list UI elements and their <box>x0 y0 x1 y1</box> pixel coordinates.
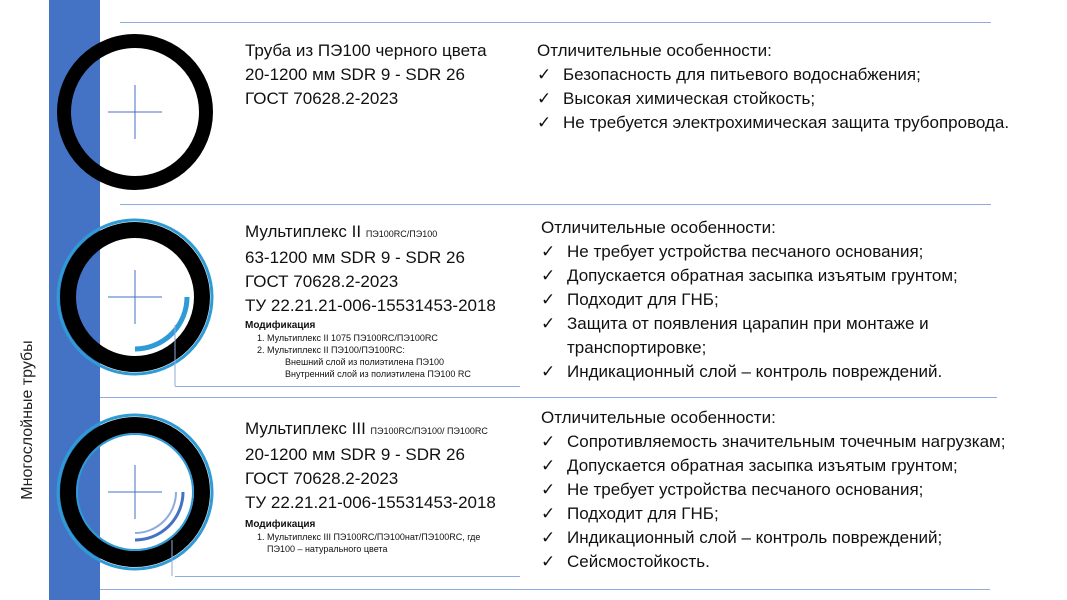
features-heading: Отличительные особенности: <box>541 408 776 427</box>
features-heading: Отличительные особенности: <box>541 218 776 237</box>
modification-sub-outer: Внешний слой из полиэтилена ПЭ100 <box>285 357 444 367</box>
section-multiplex-ii-features <box>541 216 958 384</box>
section-multiplex-iii-specs <box>245 417 496 555</box>
check-icon: ✓ <box>541 528 556 547</box>
section-title: Мультиплекс III ПЭ100RC/ПЭ100/ ПЭ100RC <box>245 419 488 438</box>
feature-item: ✓ Сопротивляемость значительным точечным нагрузкам; <box>541 430 1005 454</box>
feature-item-continuation: транспортировке; <box>567 338 707 357</box>
feature-item: ✓ Безопасность для питьевого водоснабжения; <box>537 63 1009 87</box>
check-icon: ✓ <box>541 480 556 499</box>
gost-standard: ГОСТ 70628.2-2023 <box>245 89 399 108</box>
feature-item: ✓ Не требует устройства песчаного основания; <box>541 478 1005 502</box>
check-icon: ✓ <box>541 362 556 381</box>
feature-item: ✓ Не требуется электрохимическая защита трубопровода. <box>537 111 1009 135</box>
feature-item: ✓ Подходит для ГНБ; <box>541 288 958 312</box>
modification-item: 1. Мультиплекс II 1075 ПЭ100RC/ПЭ100RC <box>267 332 496 344</box>
check-icon: ✓ <box>541 314 556 333</box>
check-icon: ✓ <box>537 65 552 84</box>
feature-item: ✓ Сейсмостойкость. <box>541 550 1005 574</box>
check-icon: ✓ <box>541 504 556 523</box>
gost-standard: ГОСТ 70628.2-2023 <box>245 272 399 291</box>
pipe-multiplex-ii-icon <box>58 220 212 386</box>
check-icon: ✓ <box>537 113 552 132</box>
pipe-multiplex-iii-icon <box>58 415 212 576</box>
section-pe100-specs <box>245 39 487 111</box>
features-heading: Отличительные особенности: <box>537 41 772 60</box>
size-range: 20-1200 мм SDR 9 - SDR 26 <box>245 65 465 84</box>
modification-item: 2. Мультиплекс II ПЭ100/ПЭ100RC: <box>267 344 496 356</box>
feature-item: ✓ Допускается обратная засыпка изъятым грунтом; <box>541 264 958 288</box>
section-multiplex-iii-features <box>541 406 1005 574</box>
feature-item: ✓ Индикационный слой – контроль повреждений; <box>541 526 1005 550</box>
check-icon: ✓ <box>537 89 552 108</box>
check-icon: ✓ <box>541 552 556 571</box>
modification-note: ПЭ100 – натурального цвета <box>267 544 388 554</box>
feature-item: ✓ Индикационный слой – контроль повреждений. <box>541 360 958 384</box>
modification-heading: Модификация <box>245 519 316 530</box>
check-icon: ✓ <box>541 432 556 451</box>
feature-item: ✓ Защита от появления царапин при монтаже и <box>541 312 958 336</box>
feature-item: ✓ Подходит для ГНБ; <box>541 502 1005 526</box>
modification-item: 1. Мультиплекс III ПЭ100RC/ПЭ100нат/ПЭ100RC, где <box>267 531 496 543</box>
check-icon: ✓ <box>541 266 556 285</box>
check-icon: ✓ <box>541 242 556 261</box>
pipe-pe100-black-icon <box>64 41 206 183</box>
section-multiplex-ii-specs <box>245 220 496 380</box>
check-icon: ✓ <box>541 456 556 475</box>
feature-item: ✓ Допускается обратная засыпка изъятым грунтом; <box>541 454 1005 478</box>
section-title: Труба из ПЭ100 черного цвета <box>245 41 487 60</box>
size-range: 20-1200 мм SDR 9 - SDR 26 <box>245 445 465 464</box>
check-icon: ✓ <box>541 290 556 309</box>
section-title: Мультиплекс II ПЭ100RC/ПЭ100 <box>245 222 438 241</box>
modification-list <box>245 531 496 543</box>
modification-heading: Модификация <box>245 320 316 331</box>
section-pe100-features <box>537 39 1009 135</box>
size-range: 63-1200 мм SDR 9 - SDR 26 <box>245 248 465 267</box>
tu-standard: ТУ 22.21.21-006-15531453-2018 <box>245 296 496 315</box>
modification-sub-inner: Внутренний слой из полиэтилена ПЭ100 RC <box>285 369 471 379</box>
feature-item: ✓ Не требует устройства песчаного основания; <box>541 240 958 264</box>
modification-list <box>245 332 496 356</box>
tu-standard: ТУ 22.21.21-006-15531453-2018 <box>245 493 496 512</box>
feature-item: ✓ Высокая химическая стойкость; <box>537 87 1009 111</box>
gost-standard: ГОСТ 70628.2-2023 <box>245 469 399 488</box>
